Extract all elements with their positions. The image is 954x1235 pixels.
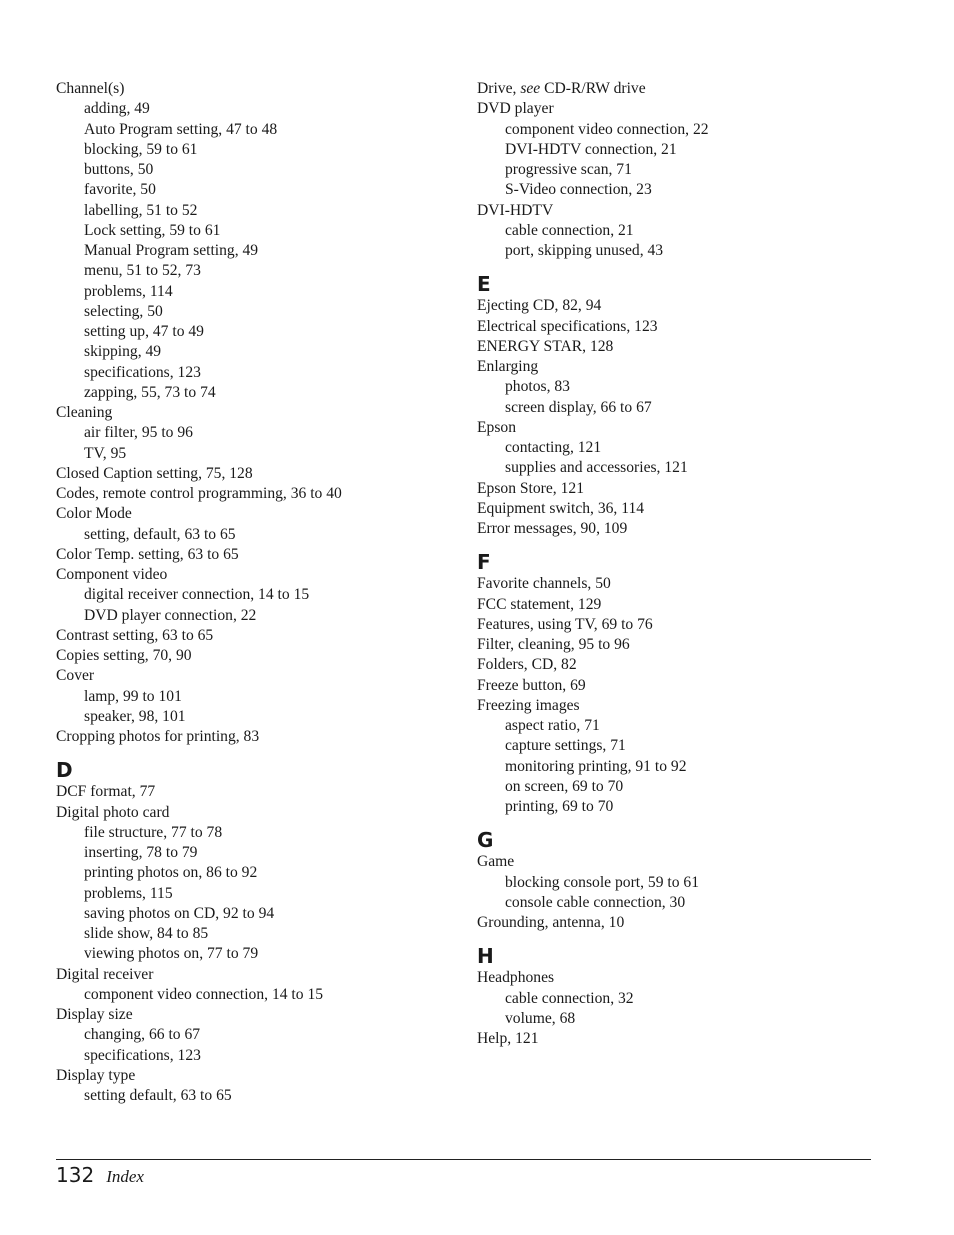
index-entry <box>477 79 877 99</box>
index-subentry: on screen, 69 to 70 <box>505 777 624 795</box>
index-subentry: setting, default, 63 to 65 <box>84 525 236 543</box>
index-column-left <box>56 79 456 1106</box>
index-entry: Epson Store, 121 <box>477 479 584 497</box>
index-entry: Display size <box>56 1006 133 1023</box>
section-letter-heading: D <box>56 758 73 783</box>
index-entry: ENERGY STAR, 128 <box>477 337 614 355</box>
index-subentry: component video connection, 22 <box>505 120 709 138</box>
entry-text: Drive, <box>477 80 521 97</box>
index-entry: Enlarging <box>477 358 539 375</box>
index-subentry: cable connection, 32 <box>505 989 634 1007</box>
index-subentry: aspect ratio, 71 <box>505 717 600 734</box>
index-entry: Equipment switch, 36, 114 <box>477 499 645 517</box>
index-subentry: DVD player connection, 22 <box>84 606 257 624</box>
index-subentry: zapping, 55, 73 to 74 <box>84 383 216 401</box>
footer-rule <box>56 1159 871 1160</box>
section-name: Index <box>106 1167 144 1186</box>
index-subentry: skipping, 49 <box>84 343 162 361</box>
index-subentry: S-Video connection, 23 <box>505 181 652 199</box>
index-entry: Freezing images <box>477 696 580 714</box>
index-entry: Game <box>477 853 515 871</box>
index-subentry: favorite, 50 <box>84 181 156 199</box>
index-entry: Freeze button, 69 <box>477 676 586 694</box>
index-subentry: slide show, 84 to 85 <box>84 925 209 942</box>
index-subentry: capture settings, 71 <box>505 737 626 755</box>
index-subentry: supplies and accessories, 121 <box>505 459 688 477</box>
index-entry: Color Mode <box>56 505 132 523</box>
index-entry: Error messages, 90, 109 <box>477 520 628 537</box>
cross-reference-see: see <box>520 80 541 97</box>
index-subentry: specifications, 123 <box>84 1046 201 1064</box>
index-entry: Cover <box>56 667 95 685</box>
section-letter-heading: G <box>477 828 494 853</box>
index-subentry: blocking console port, 59 to 61 <box>505 873 700 891</box>
index-subentry: setting default, 63 to 65 <box>84 1087 232 1104</box>
index-subentry: port, skipping unused, 43 <box>505 242 664 259</box>
index-subentry: changing, 66 to 67 <box>84 1026 201 1044</box>
index-entry: Filter, cleaning, 95 to 96 <box>477 636 630 653</box>
index-subentry: speaker, 98, 101 <box>84 707 186 725</box>
index-subentry: Lock setting, 59 to 61 <box>84 221 221 239</box>
index-subentry: component video connection, 14 to 15 <box>84 985 324 1003</box>
section-letter-heading: F <box>477 550 491 575</box>
index-subentry: problems, 115 <box>84 884 173 902</box>
index-subentry: file structure, 77 to 78 <box>84 823 223 841</box>
index-subentry: viewing photos on, 77 to 79 <box>84 945 259 963</box>
index-subentry: adding, 49 <box>84 100 150 118</box>
index-subentry: console cable connection, 30 <box>505 893 686 911</box>
index-entry: Ejecting CD, 82, 94 <box>477 297 602 315</box>
index-subentry: Manual Program setting, 49 <box>84 242 259 259</box>
index-subentry: cable connection, 21 <box>505 221 634 239</box>
cross-reference-target: CD-R/RW drive <box>540 80 646 97</box>
index-entry: Cleaning <box>56 404 113 421</box>
index-entry: Grounding, antenna, 10 <box>477 914 625 931</box>
index-subentry: screen display, 66 to 67 <box>505 398 652 416</box>
page-footer <box>56 1163 144 1187</box>
index-entry: Digital photo card <box>56 803 170 821</box>
index-subentry: monitoring printing, 91 to 92 <box>505 757 687 775</box>
index-entry: Display type <box>56 1066 136 1084</box>
index-entry: DVI-HDTV <box>477 201 554 219</box>
index-entry: Copies setting, 70, 90 <box>56 647 192 664</box>
index-subentry: digital receiver connection, 14 to 15 <box>84 586 310 604</box>
index-subentry: Auto Program setting, 47 to 48 <box>84 120 278 138</box>
index-subentry: setting up, 47 to 49 <box>84 323 204 340</box>
index-entry: Color Temp. setting, 63 to 65 <box>56 545 239 563</box>
index-subentry: blocking, 59 to 61 <box>84 140 198 158</box>
index-entry: Headphones <box>477 969 555 987</box>
index-subentry: selecting, 50 <box>84 302 163 320</box>
index-entry: Folders, CD, 82 <box>477 656 577 674</box>
index-entry: FCC statement, 129 <box>477 595 602 613</box>
index-entry: Cropping photos for printing, 83 <box>56 728 260 745</box>
index-entry: Electrical specifications, 123 <box>477 317 658 335</box>
index-subentry: specifications, 123 <box>84 363 201 381</box>
index-entry: Favorite channels, 50 <box>477 575 611 593</box>
index-subentry: menu, 51 to 52, 73 <box>84 262 201 280</box>
index-subentry: inserting, 78 to 79 <box>84 844 198 861</box>
index-subentry: problems, 114 <box>84 282 173 300</box>
index-entry: Channel(s) <box>56 80 125 97</box>
index-entry: Digital receiver <box>56 965 154 983</box>
index-subentry: buttons, 50 <box>84 161 154 178</box>
index-subentry: lamp, 99 to 101 <box>84 687 182 705</box>
index-subentry: contacting, 121 <box>505 439 602 456</box>
index-entry: Contrast setting, 63 to 65 <box>56 626 214 644</box>
index-subentry: printing photos on, 86 to 92 <box>84 864 258 882</box>
index-subentry: photos, 83 <box>505 378 570 396</box>
index-subentry: air filter, 95 to 96 <box>84 424 193 442</box>
section-letter-heading: H <box>477 944 494 969</box>
index-subentry: progressive scan, 71 <box>505 161 632 178</box>
index-entry: Closed Caption setting, 75, 128 <box>56 464 253 482</box>
index-subentry: labelling, 51 to 52 <box>84 201 198 219</box>
index-entry: DCF format, 77 <box>56 783 156 801</box>
index-entry: Help, 121 <box>477 1030 539 1047</box>
index-entry: Features, using TV, 69 to 76 <box>477 615 653 633</box>
index-entry: Component video <box>56 566 168 583</box>
index-column-right <box>477 79 877 1049</box>
page-number: 132 <box>56 1163 95 1187</box>
index-subentry: saving photos on CD, 92 to 94 <box>84 904 275 922</box>
index-entry: DVD player <box>477 100 554 118</box>
index-entry: Codes, remote control programming, 36 to 40 <box>56 485 342 502</box>
index-subentry: volume, 68 <box>505 1009 576 1027</box>
index-entry: Epson <box>477 418 516 436</box>
index-subentry: TV, 95 <box>84 444 127 462</box>
index-subentry: DVI-HDTV connection, 21 <box>505 140 677 158</box>
section-letter-heading: E <box>477 272 491 297</box>
index-subentry: printing, 69 to 70 <box>505 798 614 815</box>
